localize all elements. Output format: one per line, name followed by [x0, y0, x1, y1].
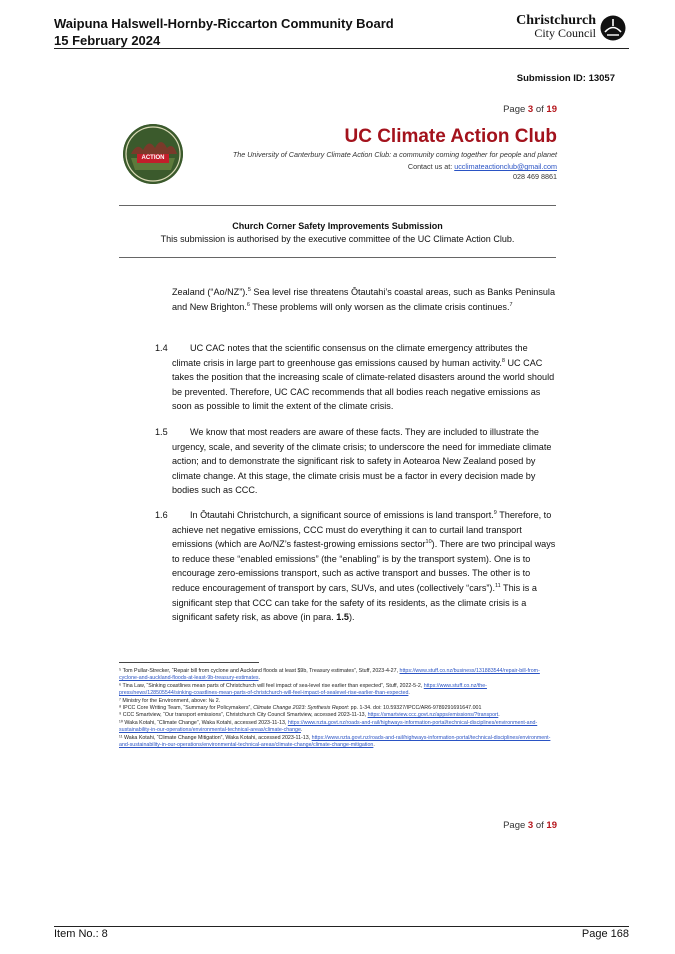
paragraph-1-5: 1.5 We know that most readers are aware of these facts. They are included to illustrate the urgency, scale, and severity of the climate crisis; to underscore the need for immediate climate action; and to demonstrate the significant risk to safety in Aotearoa New Zealand posed by climate change. At this stage, the climate crisis must be a factor in every decision made by bodies such as CCC.	[155, 427, 552, 496]
paragraph-number: 1.5	[155, 427, 168, 437]
footnote-link[interactable]: https://www.nzta.govt.nz/roads-and-rail/highways-information-portal/technical-disciplines/environment-and-sustainability-in-our-operations/environmental-technical-areas/climate-change	[119, 719, 538, 734]
paragraph-continuation: Zealand (“Ao/NZ”).$^5$ Sea level rise threatens Ōtautahi’s coastal areas, such as Banks Peninsula and New Brighton.$^6$ These problems will only worsen as the climate crisis continues.$^7$	[172, 286, 556, 312]
board-name: Waipuna Halswell-Hornby-Riccarton Community Board	[54, 16, 394, 31]
footnote-link[interactable]: https://smartview.ccc.govt.nz/apps/emissions/?transport	[367, 712, 499, 719]
footnote-rule	[119, 662, 259, 663]
submission-title: Church Corner Safety Improvements Submission	[232, 221, 443, 231]
title-rule	[119, 257, 556, 258]
item-number: Item No.: 8	[54, 928, 108, 940]
footnote-link[interactable]: https://www.stuff.co.nz/business/131883544/repair-bill-from-cyclone-and-auckland-floods-at-least-9b-treasury-estimates	[119, 668, 540, 682]
club-name: UC Climate Action Club	[344, 126, 557, 147]
page-number-top: Page 3 of 19	[503, 104, 557, 115]
club-contact	[408, 162, 557, 171]
paragraph-1-4: 1.4 UC CAC notes that the scientific consensus on the climate emergency attributes the climate crisis in large part to greenhouse gas emissions caused by human activity.$^8$ UC CAC takes the position that the increasing scale of climate-related disasters around the world should be prevented. Therefore, UC CAC recommends that all bodies reach negative emissions as soon as possible to limit the extent of the climate crisis.	[155, 343, 555, 412]
footnote-10: ¹⁰ Waka Kotahi, “Climate Change”, Waka Kotahi, accessed 2023-11-13, https://www.nzta.govt.nz/roads-and-rail/highways-information-portal/technical-disciplines/environment-and-sustainability-in-our-operations/environmental-technical-areas/climate-change.	[119, 719, 538, 734]
footnote-8: ⁸ IPCC Core Writing Team, “Summary for Policymakers”, Climate Change 2023: Synthesis Report: pp. 1-34. doi: 10.59327/IPCC/AR6-9789291691647.001	[119, 705, 482, 712]
footnote-11: ¹¹ Waka Kotahi, “Climate Change Mitigation”, Waka Kotahi, accessed 2023-11-13, https://www.nzta.govt.nz/roads-and-rail/highways-information-portal/technical-disciplines/environment-and-sustainability-in-our-operations/environmental-technical-areas/climate-change/climate-change-mitigation.	[119, 734, 551, 749]
header-rule	[54, 48, 629, 49]
paragraph-number: 1.6	[155, 510, 168, 520]
footnote-6: ⁶ Tina Law, “Sinking coastlines mean parts of Christchurch will feel impact of sea-level rise earlier than expected”, Stuff, 2022-5-2, https://www.stuff.co.nz/the-press/news/128505544/sinking-coastlines-mean-parts-of-christchurch-will-feel-impact-of-sealevel-rise-earlier-than-expected.	[119, 682, 487, 697]
letterhead-rule	[119, 205, 556, 206]
club-badge-text: ACTION	[141, 155, 165, 161]
council-logo-line1: Christchurch	[516, 13, 596, 28]
page-number-bottom: Page 3 of 19	[503, 820, 557, 831]
council-logo	[516, 14, 628, 44]
paragraph-number: 1.4	[155, 343, 168, 353]
footnote-link[interactable]: https://www.stuff.co.nz/the-press/news/128505544/sinking-coastlines-mean-parts-of-christchurch-will-feel-impact-of-sealevel-rise-earlier-than-expected	[119, 682, 487, 697]
council-emblem-icon	[600, 15, 626, 41]
club-phone: 028 469 8861	[513, 172, 557, 181]
footnote-5: ⁵ Tom Pullar-Strecker, “Repair bill from cyclone and Auckland floods at least $9b, Treasury estimates”, Stuff, 2023-4-27, https://www.stuff.co.nz/business/131883544/repair-bill-from-cyclone-and-auckland-floods-at-least-9b-treasury-estimates.	[119, 668, 540, 682]
club-email-link[interactable]: ucclimateactionclub@gmail.com	[454, 162, 557, 171]
meeting-date: 15 February 2024	[54, 33, 161, 48]
submission-authorisation: This submission is authorised by the executive committee of the UC Climate Action Club.	[160, 234, 515, 244]
paragraph-1-6: 1.6 In Ōtautahi Christchurch, a significant source of emissions is land transport.$^9$ Therefore, to achieve net negative emissions, CCC must do everything it can to curtail land transport emissions (which are Ao/NZ’s fastest-growing emissions sector$^{10}$). There are two principal ways to reduce these “enabled emissions” (the “enabling” is by the transport system). One is to encourage zero-emissions transport, such as active transport and busses. The other is to reduce encouragement of transport by cars, SUVs, and utes (collectively “cars”).$^{11}$ This is a significant step that CCC can take for the safety of its residents, as the climate crisis is a significant safety risk, as above (in para. 1.5).	[155, 509, 556, 623]
contact-prefix: Contact us at:	[407, 162, 455, 171]
board-header	[54, 15, 394, 49]
footer-rule	[54, 926, 629, 927]
footnote-link[interactable]: https://www.nzta.govt.nz/roads-and-rail/highways-information-portal/technical-disciplines/environment-and-sustainability-in-our-operations/environmental-technical-areas/climate-change/climate-change-mitigation	[119, 734, 551, 749]
submission-id: Submission ID: 13057	[516, 73, 615, 84]
footnotes	[119, 668, 559, 749]
footnote-9: ⁹ CCC Smartview, “Our transport emissions”, Christchurch City Council Smartview, accessed 2023-11-13, https://smartview.ccc.govt.nz/apps/emissions/?transport.	[119, 712, 500, 719]
agenda-page-number: Page 168	[581, 928, 629, 940]
footnote-7: ⁷ Ministry for the Environment, above: № 2.	[119, 697, 221, 704]
council-logo-line2: City Council	[534, 26, 596, 40]
club-badge-logo	[123, 124, 183, 184]
club-tagline: The University of Canterbury Climate Action Club: a community coming together for people and planet	[232, 150, 557, 159]
